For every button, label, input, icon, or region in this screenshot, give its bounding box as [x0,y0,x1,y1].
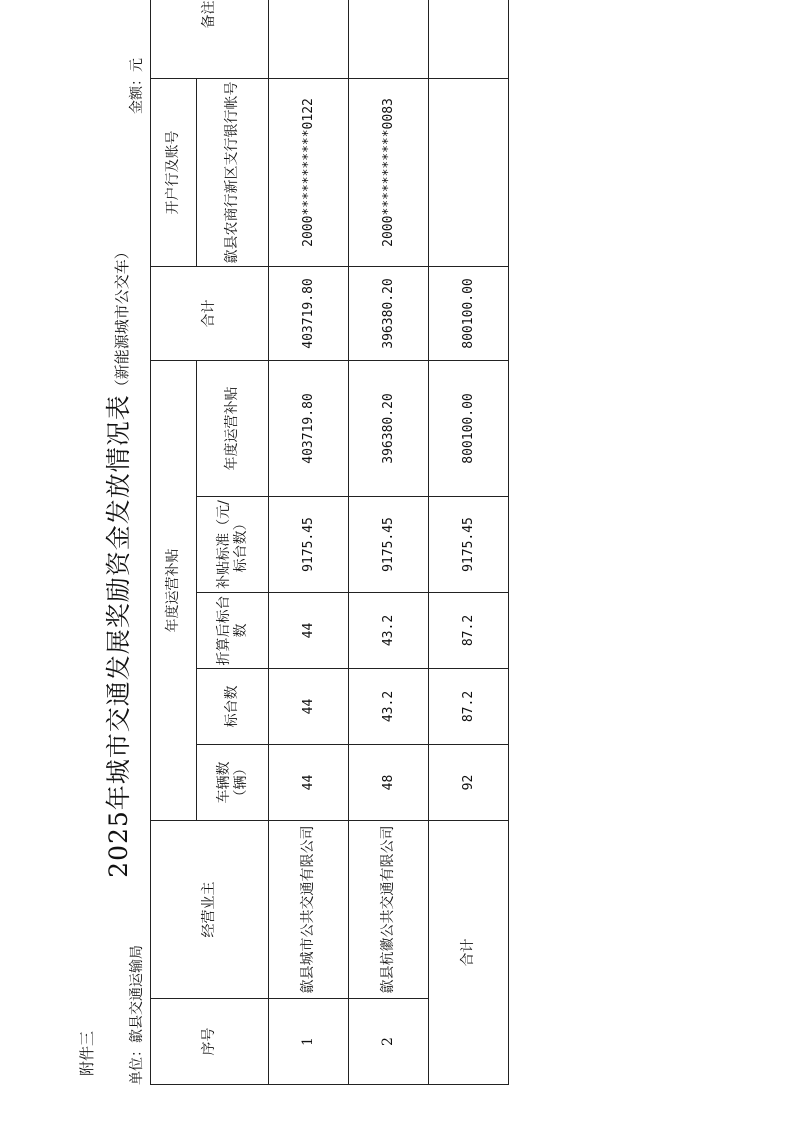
header-annual-subsidy-group: 年度运营补贴 [151,360,197,820]
amount-unit: 金额：元 [129,58,145,114]
unit-value: 歙县交通运输局 [129,945,145,1043]
subsidy-table [150,0,509,1085]
header-standard-units: 标台数 [197,669,269,745]
header-bank-name: 歙县农商行新区支行银行帐号 [197,78,269,266]
header-operator: 经营业主 [151,821,269,999]
row-vehicles: 44 [269,745,349,821]
header-vehicles: 车辆数（辆） [197,745,269,821]
total-subsidy-rate: 9175.45 [429,497,509,593]
header-bank-group: 开户行及账号 [151,78,197,266]
total-remark [429,0,509,78]
row-seq: 2 [349,999,429,1085]
row-subsidy-rate: 9175.45 [349,497,429,593]
table-row [349,0,429,1085]
unit-line [126,945,146,1085]
header-subsidy-rate: 补贴标准（元/标台数） [197,497,269,593]
row-account: 2000***********0122 [269,78,349,266]
total-annual-subsidy: 800100.00 [429,360,509,496]
annex-label: 附件三 [78,1030,96,1076]
header-seq: 序号 [151,999,269,1085]
row-total: 403719.80 [269,266,349,360]
unit-label: 单位： [129,1043,145,1085]
header-row-1 [151,0,197,1085]
total-account [429,78,509,266]
row-operator: 歙县城市公共交通有限公司 [269,821,349,999]
row-remark [349,0,429,78]
header-converted-units: 折算后标台数 [197,593,269,669]
row-account: 2000***********0083 [349,78,429,266]
row-operator: 歙县杭徽公共交通有限公司 [349,821,429,999]
total-row [429,0,509,1085]
table-row [269,0,349,1085]
row-remark [269,0,349,78]
row-converted-units: 44 [269,593,349,669]
header-annual-subsidy: 年度运营补贴 [197,360,269,496]
total-converted-units: 87.2 [429,593,509,669]
header-remark: 备注 [151,0,269,78]
total-standard-units: 87.2 [429,669,509,745]
row-vehicles: 48 [349,745,429,821]
row-standard-units: 44 [269,669,349,745]
row-total: 396380.20 [349,266,429,360]
total-label: 合计 [429,821,509,1085]
row-subsidy-rate: 9175.45 [269,497,349,593]
total-vehicles: 92 [429,745,509,821]
title-subtitle: （新能源城市公交车） [113,244,131,395]
row-annual-subsidy: 403719.80 [269,360,349,496]
total-total: 800100.00 [429,266,509,360]
row-standard-units: 43.2 [349,669,429,745]
title-main: 2025年城市交通发展奖励资金发放情况表 [104,394,133,878]
row-converted-units: 43.2 [349,593,429,669]
row-annual-subsidy: 396380.20 [349,360,429,496]
header-total: 合计 [151,266,269,360]
row-seq: 1 [269,999,349,1085]
